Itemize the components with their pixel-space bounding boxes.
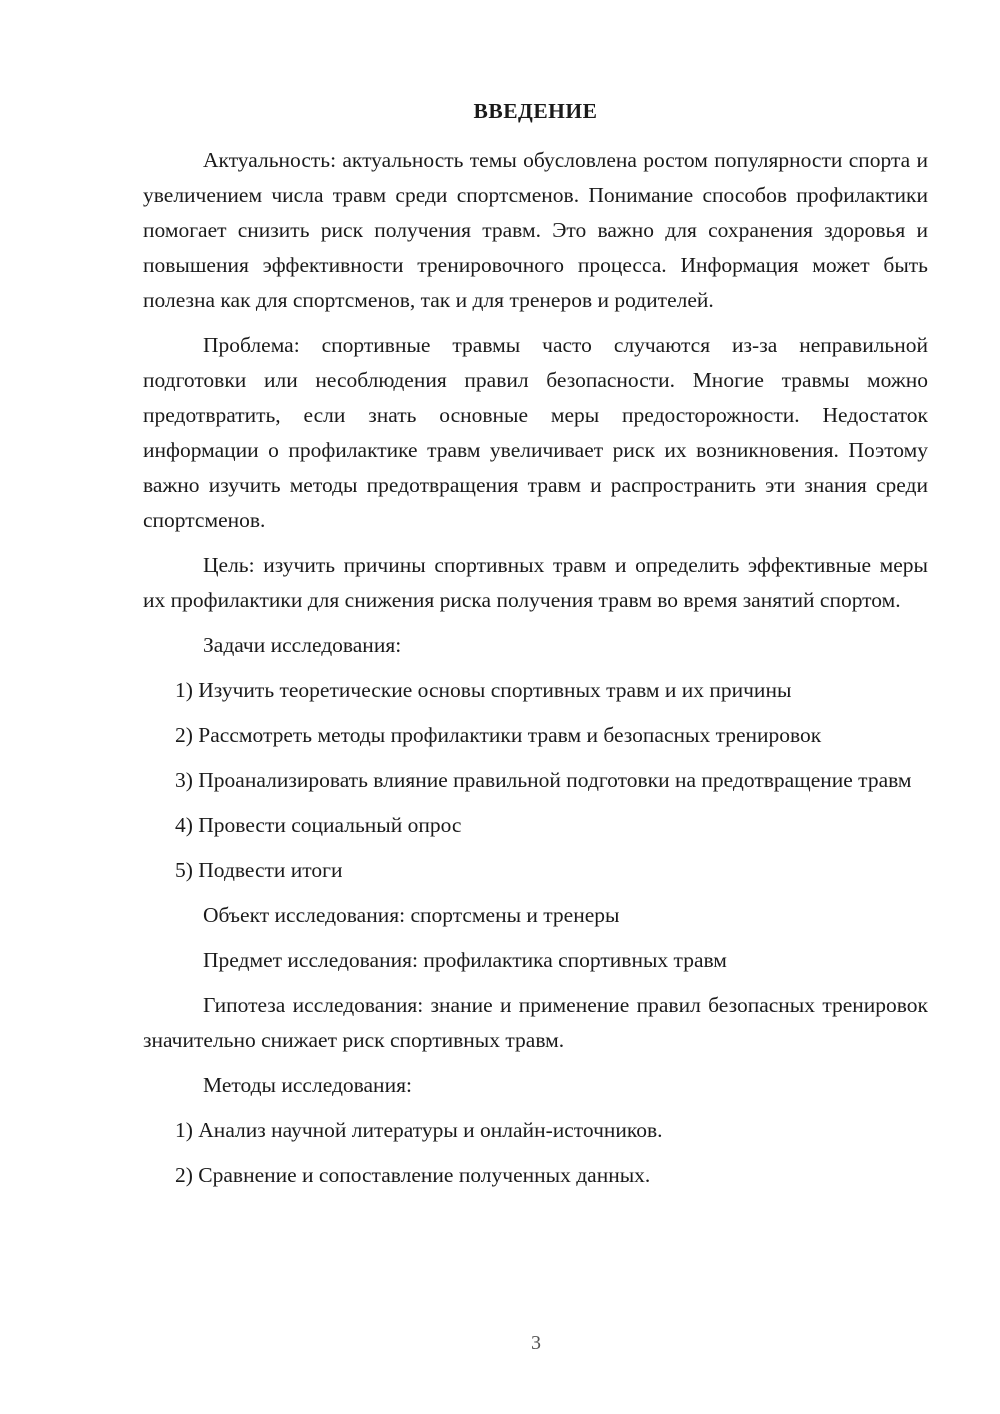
- document-page: [143, 94, 928, 1203]
- task-item-2: 2) Рассмотреть методы профилактики травм и безопасных тренировок: [175, 723, 822, 747]
- task-item-1: 1) Изучить теоретические основы спортивных травм и их причины: [175, 678, 792, 702]
- methods-heading: Методы исследования:: [203, 1073, 412, 1097]
- problem-paragraph: Проблема: спортивные травмы часто случаются из-за неправильной подготовки или несоблюдения правил безопасности. Многие травмы можно предотвратить, если знать основные меры предосторожности. Недостаток информации о профилактике травм увеличивает риск их возникновения. Поэтому важно изучить методы предотвращения травм и распространить эти знания среди спортсменов.: [143, 333, 928, 532]
- task-item-5: 5) Подвести итоги: [175, 858, 343, 882]
- research-subject: Предмет исследования: профилактика спортивных травм: [203, 948, 727, 972]
- method-item-1: 1) Анализ научной литературы и онлайн-источников.: [175, 1118, 663, 1142]
- task-item-3: 3) Проанализировать влияние правильной подготовки на предотвращение травм: [175, 768, 912, 792]
- goal-paragraph: Цель: изучить причины спортивных травм и определить эффективные меры их профилактики для снижения риска получения травм во время занятий спортом.: [143, 553, 928, 612]
- method-item-2: 2) Сравнение и сопоставление полученных данных.: [175, 1163, 651, 1187]
- hypothesis-paragraph: Гипотеза исследования: знание и применение правил безопасных тренировок значительно снижает риск спортивных травм.: [143, 993, 928, 1052]
- task-item-4: 4) Провести социальный опрос: [175, 813, 462, 837]
- page-number: 3: [531, 1332, 541, 1354]
- section-title: ВВЕДЕНИЕ: [473, 99, 598, 123]
- tasks-heading: Задачи исследования:: [203, 633, 402, 657]
- relevance-paragraph: Актуальность: актуальность темы обусловлена ростом популярности спорта и увеличением числа травм среди спортсменов. Понимание способов профилактики помогает снизить риск получения травм. Это важно для сохранения здоровья и повышения эффективности тренировочного процесса. Информация может быть полезна как для спортсменов, так и для тренеров и родителей.: [143, 148, 928, 312]
- research-object: Объект исследования: спортсмены и тренеры: [203, 903, 620, 927]
